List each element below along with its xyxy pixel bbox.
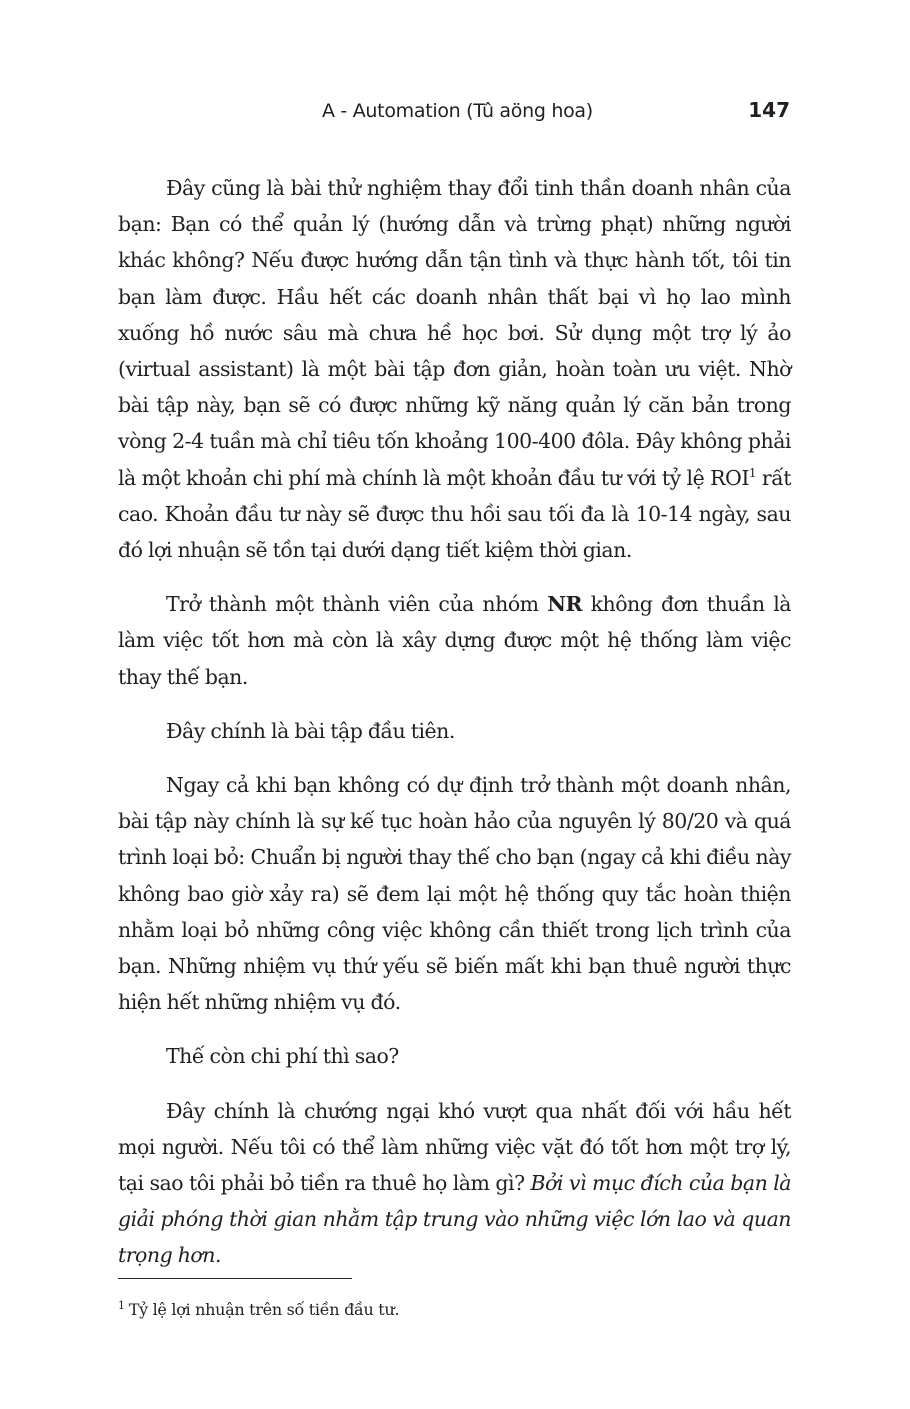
footnote-text: Tỷ lệ lợi nhuận trên số tiền đầu tư.: [128, 1300, 400, 1319]
paragraph-2-text-a: Trở thành một thành viên của nhóm: [166, 592, 548, 617]
running-title: A - Automation (Tû aöng hoa): [322, 100, 593, 122]
paragraph-1: [118, 170, 791, 568]
paragraph-6-text-a: Đây chính là chướng ngại khó vượt qua nhất đối với hầu hết mọi người. Nếu tôi có thể làm những việc vặt đó tốt hơn một trợ lý, tại sao tôi phải bỏ tiền ra thuê họ làm gì?: [118, 1098, 791, 1196]
paragraph-5: Thế còn chi phí thì sao?: [166, 1044, 399, 1069]
paragraph-2-bold: NR: [547, 592, 582, 617]
footnote: [118, 1300, 399, 1319]
paragraph-1-text-a: Đây cũng là bài thử nghiệm thay đổi tinh thần doanh nhân của bạn: Bạn có thể quản lý (hướng dẫn và trừng phạt) những người khác không? Nếu được hướng dẫn tận tình và thực hành tốt, tôi tin bạn làm được. Hầu hết các doanh nhân thất bại vì họ lao mình xuống hồ nước sâu mà chưa hề học bơi. Sử dụng một trợ lý ảo (virtual assistant) là một bài tập đơn giản, hoàn toàn ưu việt. Nhờ bài tập này, bạn sẽ có được những kỹ năng quản lý căn bản trong vòng 2-4 tuần mà chỉ tiêu tốn khoảng 100-400 đôla. Đây không phải là một khoản chi phí mà chính là một khoản đầu tư với tỷ lệ ROI: [118, 176, 791, 490]
running-header: [0, 96, 910, 126]
body-text: [118, 170, 791, 1292]
page-number: 147: [748, 98, 790, 122]
paragraph-4: Ngay cả khi bạn không có dự định trở thành một doanh nhân, bài tập này chính là sự kế tục hoàn hảo của nguyên lý 80/20 và quá trình loại bỏ: Chuẩn bị người thay thế cho bạn (ngay cả khi điều này không bao giờ xảy ra) sẽ đem lại một hệ thống quy tắc hoàn thiện nhằm loại bỏ những công việc không cần thiết trong lịch trình của bạn. Những nhiệm vụ thứ yếu sẽ biến mất khi bạn thuê người thực hiện hết những nhiệm vụ đó.: [118, 773, 791, 1015]
paragraph-3: Đây chính là bài tập đầu tiên.: [166, 718, 455, 743]
footnote-reference: 1: [748, 465, 757, 480]
paragraph-2: [118, 586, 791, 695]
footnote-divider: [118, 1278, 352, 1279]
paragraph-6: [118, 1093, 791, 1274]
paragraph-6-italic: Bởi vì mục đích của bạn là giải phóng thời gian nhằm tập trung vào những việc lớn lao và quan trọng hơn.: [118, 1171, 792, 1268]
footnote-marker: 1: [118, 1299, 125, 1312]
paragraph-2-text-b: không đơn thuần là làm việc tốt hơn mà còn là xây dựng được một hệ thống làm việc thay thế bạn.: [118, 592, 792, 689]
paragraph-1-text-b: rất cao. Khoản đầu tư này sẽ được thu hồi sau tối đa là 10-14 ngày, sau đó lợi nhuận sẽ tồn tại dưới dạng tiết kiệm thời gian.: [118, 465, 791, 563]
